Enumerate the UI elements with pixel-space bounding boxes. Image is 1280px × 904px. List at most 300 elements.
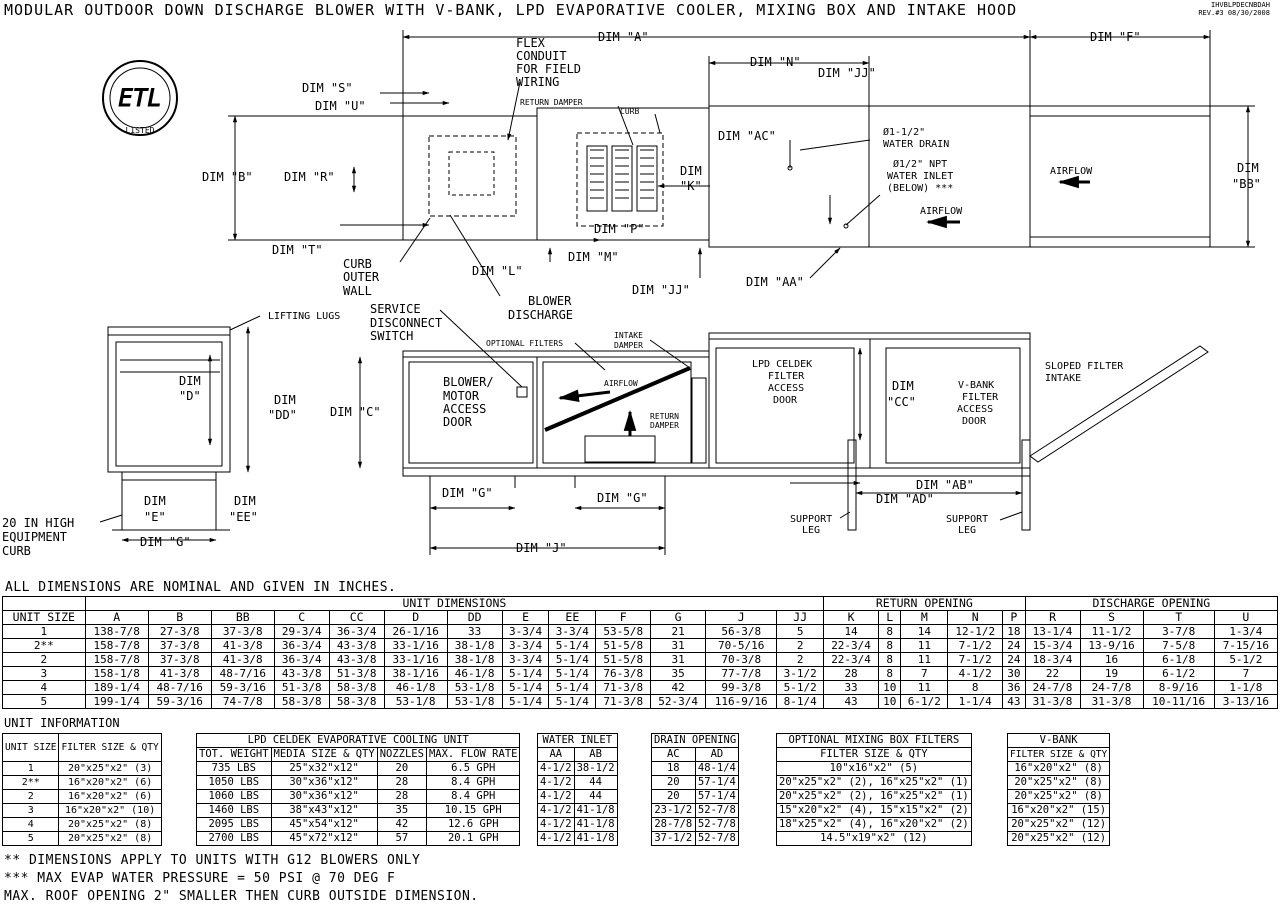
table-cell: 28-7/8 [652,818,696,832]
table-cell: 42 [651,681,706,695]
header-col-12: J [706,611,777,625]
dim-b-label: DIM "B" [202,170,253,184]
table-cell: 8 [948,681,1003,695]
table-group-row [197,734,520,748]
table-cell: 5-1/4 [549,681,596,695]
table-cell: 18"x25"x2" (4), 16"x20"x2" (2) [777,818,972,832]
curb-outer-line1: CURB [343,257,372,271]
etl-listed-logo [103,61,177,135]
table-cell: 43 [1003,695,1025,709]
table-cell: 28 [377,776,426,790]
dim-k-line1: DIM [680,164,702,178]
table-cell: 53-1/8 [384,695,447,709]
table-cell: 10 [879,695,901,709]
logo-subtext: LISTED [125,126,155,135]
header-media: MEDIA SIZE & QTY [271,748,377,762]
table-cell: 1-3/4 [1214,625,1277,639]
dim-dd-line1: DIM [274,393,296,407]
table-cell: 7 [901,667,948,681]
table-cell: 5-1/2 [777,681,824,695]
table-cell: 57-1/4 [695,790,739,804]
table-cell: 36-3/4 [274,653,329,667]
table-cell: 3-3/4 [502,639,549,653]
table-cell: 13-9/16 [1080,639,1143,653]
table-cell: 5-1/4 [502,681,549,695]
table-row [538,762,618,776]
header-nozzles: NOZZLES [377,748,426,762]
table-row [3,804,162,818]
table-cell: 3-3/4 [502,653,549,667]
table-cell: 8-1/4 [777,695,824,709]
table-cell: 3-7/8 [1143,625,1214,639]
blower-discharge-line1: BLOWER [528,294,572,308]
table-row [197,818,520,832]
table-cell: 77-7/8 [706,667,777,681]
header-col-18: P [1003,611,1025,625]
blower-door-line2: MOTOR [443,389,480,403]
table-header-row [1008,748,1110,762]
table-cell: 36-3/4 [274,639,329,653]
table-cell: 20 [652,776,696,790]
table-cell: 57 [377,832,426,846]
drawing-labels [2,30,1261,558]
support-leg-1-line2: LEG [802,525,821,536]
table-row [538,832,618,846]
table-cell: 4-1/2 [538,762,575,776]
group-lpd: LPD CELDEK EVAPORATIVE COOLING UNIT [197,734,520,748]
table-cell: 41-3/8 [148,667,211,681]
table-cell: 35 [377,804,426,818]
table-body [652,762,739,846]
table-cell: 27-3/8 [148,625,211,639]
header-col-11: G [651,611,706,625]
header-filter-size: FILTER SIZE & QTY [59,734,161,762]
dim-bb-line2: "BB" [1232,177,1261,191]
dim-aa-label: DIM "AA" [746,275,804,289]
table-row [1008,818,1110,832]
dim-n-label: DIM "N" [750,55,801,69]
lpd-door-line3: ACCESS [768,383,805,394]
header-weight: TOT. WEIGHT [197,748,272,762]
dim-d-line2: "D" [179,389,201,403]
table-cell: 6-1/2 [1143,667,1214,681]
water-inlet-table [537,733,618,846]
table-cell: 6-1/8 [1143,653,1214,667]
header-col-13: JJ [777,611,824,625]
table-cell: 20"x25"x2" (8) [1008,776,1110,790]
table-row [3,653,1278,667]
dim-l-label: DIM "L" [472,264,523,278]
table-row [777,832,972,846]
table-cell: 735 LBS [197,762,272,776]
table-cell: 22 [1025,667,1080,681]
table-cell: 20 [377,762,426,776]
table-row [777,762,972,776]
table-cell: 5 [3,832,59,846]
table-row [3,762,162,776]
table-cell: 51-5/8 [596,639,651,653]
table-group-row [777,734,972,748]
lpd-door-line4: DOOR [773,395,798,406]
table-cell: 8 [879,653,901,667]
table-cell: 4-1/2 [538,832,575,846]
table-row [652,776,739,790]
table-cell: 20.1 GPH [426,832,520,846]
flex-conduit-line3: FOR FIELD [516,62,582,76]
table-cell: 5-1/4 [549,639,596,653]
header-col-5: CC [329,611,384,625]
header-vbank-filter: FILTER SIZE & QTY [1008,748,1110,762]
table-row [3,695,1278,709]
curb-note-line2: EQUIPMENT [2,530,68,544]
dim-p-label: DIM "P" [594,222,645,236]
blower-discharge-line2: DISCHARGE [508,308,574,322]
table-cell: 16"x20"x2" (6) [59,790,161,804]
table-cell: 10.15 GPH [426,804,520,818]
table-cell: 116-9/16 [706,695,777,709]
support-leg-1-line1: SUPPORT [790,514,833,525]
dim-t-label: DIM "T" [272,243,323,257]
table-cell: 4-1/2 [538,804,575,818]
lpd-cooling-table [196,733,520,846]
table-cell: 10 [879,681,901,695]
table-cell: 3-13/16 [1214,695,1277,709]
table-cell: 53-5/8 [596,625,651,639]
group-return-opening: RETURN OPENING [824,597,1025,611]
header-col-3: BB [211,611,274,625]
dimensions-note: ALL DIMENSIONS ARE NOMINAL AND GIVEN IN INCHES. [5,580,397,595]
table-cell: 33-1/16 [384,653,447,667]
table-cell: 48-7/16 [211,667,274,681]
service-line1: SERVICE [370,302,421,316]
table-cell: 11 [901,639,948,653]
table-cell: 71-3/8 [596,695,651,709]
table-cell: 22-3/4 [824,653,879,667]
table-cell: 37-3/8 [148,653,211,667]
table-cell: 38-1/16 [384,667,447,681]
table-cell: 51-3/8 [329,667,384,681]
curb-note-line3: CURB [2,544,31,558]
table-cell: 43 [824,695,879,709]
table-cell: 52-3/4 [651,695,706,709]
table-cell: 158-1/8 [85,667,148,681]
header-mix-filter: FILTER SIZE & QTY [777,748,972,762]
table-row [652,832,739,846]
table-cell: 41-3/8 [211,653,274,667]
dim-ac-label: DIM "AC" [718,129,776,143]
dim-ee-line2: "EE" [229,510,258,524]
table-cell: 5 [3,695,86,709]
dim-s-label: DIM "S" [302,81,353,95]
dim-g-right-label: DIM "G" [597,491,648,505]
table-group-row [538,734,618,748]
vbank-filters-table [1007,733,1110,846]
table-header-row [3,734,162,762]
table-cell: 11 [901,681,948,695]
table-cell: 1 [3,625,86,639]
water-inlet-line1: Ø1/2" NPT [893,159,948,170]
table-cell: 44 [574,790,617,804]
table-row [197,762,520,776]
table-cell: 74-7/8 [211,695,274,709]
header-ab: AB [574,748,617,762]
header-col-16: M [901,611,948,625]
table-cell: 16"x20"x2" (10) [59,804,161,818]
drawing-title: MODULAR OUTDOOR DOWN DISCHARGE BLOWER WITH V-BANK, LPD EVAPORATIVE COOLER, MIXING BOX AND INTAKE HOOD [4,1,1018,19]
table-row [1008,832,1110,846]
table-cell: 18 [1003,625,1025,639]
top-plan-view [228,30,1255,296]
lpd-door-line2: FILTER [768,371,805,382]
table-cell: 4-1/2 [538,790,575,804]
table-cell: 20 [652,790,696,804]
table-cell: 12-1/2 [948,625,1003,639]
blower-door-line1: BLOWER/ [443,375,494,389]
empty-cell [3,597,86,611]
table-row [1008,790,1110,804]
dim-ad-label: DIM "AD" [876,492,934,506]
table-row [197,832,520,846]
vbank-door-line1: V-BANK [958,380,995,391]
table-cell: 16"x20"x2" (15) [1008,804,1110,818]
table-header-row [652,748,739,762]
table-cell: 11 [901,653,948,667]
group-mixing: OPTIONAL MIXING BOX FILTERS [777,734,972,748]
table-row [538,804,618,818]
table-cell: 19 [1080,667,1143,681]
table-cell: 3-1/2 [777,667,824,681]
table-row [777,804,972,818]
table-row [538,790,618,804]
table-cell: 10"x16"x2" (5) [777,762,972,776]
water-drain-line1: Ø1-1/2" [883,127,926,138]
table-cell: 37-3/8 [211,625,274,639]
sloped-filter-line1: SLOPED FILTER [1045,361,1124,372]
dim-dd-line2: "DD" [268,408,297,422]
table-cell: 46-1/8 [384,681,447,695]
table-cell: 59-3/16 [211,681,274,695]
table-cell: 14 [901,625,948,639]
table-cell: 2 [3,790,59,804]
curb-outer-line2: OUTER [343,270,380,284]
table-cell: 45"x72"x12" [271,832,377,846]
header-col-20: S [1080,611,1143,625]
table-cell: 5-1/4 [502,667,549,681]
table-cell: 4 [3,681,86,695]
table-cell: 31 [651,639,706,653]
table-cell: 1 [3,762,59,776]
header-col-22: U [1214,611,1277,625]
logo-text: ETL [118,84,162,112]
header-col-14: K [824,611,879,625]
table-cell: 4-1/2 [948,667,1003,681]
table-cell: 158-7/8 [85,639,148,653]
table-cell: 52-7/8 [695,804,739,818]
table-cell: 199-1/4 [85,695,148,709]
lpd-door-line1: LPD CELDEK [752,359,813,370]
table-cell: 36-3/4 [329,625,384,639]
return-damper-label: RETURN DAMPER [520,98,583,107]
group-vbank: V-BANK [1008,734,1110,748]
table-row [197,790,520,804]
lifting-lugs-label: LIFTING LUGS [268,311,341,322]
service-line3: SWITCH [370,329,414,343]
table-row [197,804,520,818]
table-body [777,762,972,846]
table-cell: 20"x25"x2" (12) [1008,818,1110,832]
table-cell: 70-5/16 [706,639,777,653]
dim-r-label: DIM "R" [284,170,335,184]
table-cell: 8 [879,667,901,681]
table-row [1008,776,1110,790]
table-row [3,832,162,846]
vbank-door-line2: FILTER [962,392,999,403]
flex-conduit-line4: WIRING [516,75,560,89]
footnote-3: MAX. ROOF OPENING 2" SMALLER THEN CURB OUTSIDE DIMENSION. [4,889,479,904]
intake-damper-line2: DAMPER [614,341,643,350]
table-cell: 24 [1003,639,1025,653]
table-cell: 18-3/4 [1025,653,1080,667]
table-cell: 4-1/2 [538,776,575,790]
table-group-row [1008,734,1110,748]
table-cell: 41-1/8 [574,818,617,832]
table-cell: 30"x36"x12" [271,790,377,804]
table-cell: 41-3/8 [211,639,274,653]
table-cell: 2095 LBS [197,818,272,832]
intake-damper-line1: INTAKE [614,331,643,340]
table-row [3,681,1278,695]
header-col-19: R [1025,611,1080,625]
table-cell: 43-3/8 [329,639,384,653]
dim-g-left-label: DIM "G" [442,486,493,500]
table-cell: 99-3/8 [706,681,777,695]
table-cell: 58-3/8 [329,681,384,695]
dim-bb-line1: DIM [1237,161,1259,175]
table-cell: 1460 LBS [197,804,272,818]
return-damper-side-line1: RETURN [650,412,679,421]
table-cell: 7-1/2 [948,639,1003,653]
revision-date: REV.#3 08/30/2008 [1198,9,1270,17]
table-group-row [652,734,739,748]
table-body [3,625,1278,709]
table-cell: 2 [3,653,86,667]
table-cell: 46-1/8 [447,667,502,681]
airflow-label-mid: AIRFLOW [920,206,963,217]
table-row [777,790,972,804]
header-col-21: T [1143,611,1214,625]
table-cell: 28 [377,790,426,804]
table-cell: 26-1/16 [384,625,447,639]
unit-dimensions-table [2,596,1278,709]
table-cell: 7-15/16 [1214,639,1277,653]
table-cell: 8 [879,639,901,653]
table-cell: 11-1/2 [1080,625,1143,639]
table-cell: 20"x25"x2" (2), 16"x25"x2" (1) [777,776,972,790]
header-col-1: A [85,611,148,625]
table-cell: 20"x25"x2" (8) [1008,790,1110,804]
table-cell: 28 [824,667,879,681]
table-cell: 2 [777,639,824,653]
header-col-0: UNIT SIZE [3,611,86,625]
table-row [777,818,972,832]
table-cell: 33-1/16 [384,639,447,653]
dim-e-line1: DIM [144,494,166,508]
table-row [652,804,739,818]
table-cell: 20"x25"x2" (8) [59,832,161,846]
table-cell: 5-1/2 [1214,653,1277,667]
table-row [3,776,162,790]
header-col-4: C [274,611,329,625]
table-cell: 44 [574,776,617,790]
table-cell: 23-1/2 [652,804,696,818]
dim-f-label: DIM "F" [1090,30,1141,44]
header-col-10: F [596,611,651,625]
table-cell: 16"x20"x2" (6) [59,776,161,790]
table-cell: 3 [3,804,59,818]
table-cell: 5-1/4 [502,695,549,709]
table-row [3,790,162,804]
table-cell: 42 [377,818,426,832]
table-cell: 138-7/8 [85,625,148,639]
table-cell: 48-7/16 [148,681,211,695]
table-cell: 33 [824,681,879,695]
flex-conduit-line2: CONDUIT [516,49,567,63]
table-cell: 2** [3,639,86,653]
table-cell: 189-1/4 [85,681,148,695]
header-flow: MAX. FLOW RATE [426,748,520,762]
support-leg-2-line1: SUPPORT [946,514,989,525]
table-cell: 10-11/16 [1143,695,1214,709]
table-cell: 56-3/8 [706,625,777,639]
airflow-label-top: AIRFLOW [1050,166,1093,177]
table-cell: 20"x25"x2" (12) [1008,832,1110,846]
table-cell: 38-1/8 [447,639,502,653]
dim-cc-line1: DIM [892,379,914,393]
table-cell: 43-3/8 [274,667,329,681]
dim-jj-lower-label: DIM "JJ" [632,283,690,297]
footnote-1: ** DIMENSIONS APPLY TO UNITS WITH G12 BLOWERS ONLY [4,853,421,868]
table-header-row [197,748,520,762]
table-cell: 31-3/8 [1080,695,1143,709]
table-cell: 8-9/16 [1143,681,1214,695]
table-row [538,818,618,832]
table-row [1008,762,1110,776]
table-row [3,818,162,832]
header-col-8: E [502,611,549,625]
group-drain: DRAIN OPENING [652,734,739,748]
table-cell: 71-3/8 [596,681,651,695]
table-cell: 38"x43"x12" [271,804,377,818]
table-row [652,790,739,804]
header-col-17: N [948,611,1003,625]
table-row [3,667,1278,681]
table-cell: 22-3/4 [824,639,879,653]
dim-u-label: DIM "U" [315,99,366,113]
table-cell: 1-1/8 [1214,681,1277,695]
table-cell: 5 [777,625,824,639]
table-cell: 1060 LBS [197,790,272,804]
vbank-door-line3: ACCESS [957,404,994,415]
footnote-2: *** MAX EVAP WATER PRESSURE = 50 PSI @ 70 DEG F [4,871,396,886]
table-cell: 6.5 GPH [426,762,520,776]
drawing-number: IHVBLPDECNBDAH [1210,1,1270,9]
table-cell: 7 [1214,667,1277,681]
table-cell: 41-1/8 [574,804,617,818]
table-cell: 38-1/8 [447,653,502,667]
group-discharge-opening: DISCHARGE OPENING [1025,597,1277,611]
table-cell: 59-3/16 [148,695,211,709]
table-cell: 53-1/8 [447,681,502,695]
